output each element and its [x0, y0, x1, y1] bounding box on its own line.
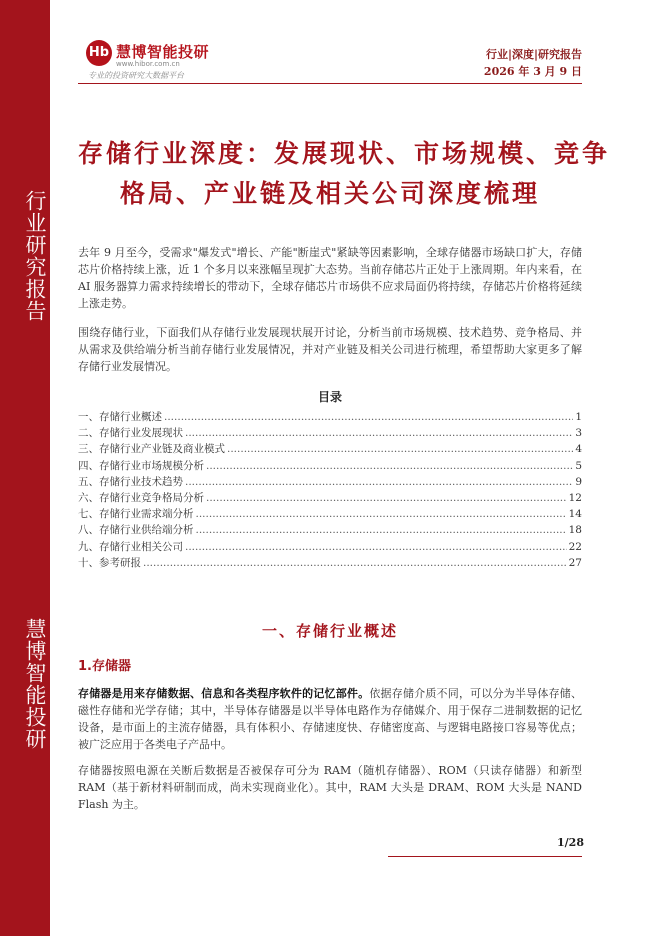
- toc-item[interactable]: [78, 539, 582, 555]
- sidebar-band: [0, 0, 50, 936]
- toc-item-label: 三、存储行业产业链及商业模式: [78, 443, 225, 456]
- toc-item-label: 七、存储行业需求端分析: [78, 508, 194, 521]
- toc-item-page: 1: [575, 411, 582, 423]
- header-divider: [78, 83, 582, 84]
- toc-leader: [196, 524, 567, 536]
- logo-url: www.hibor.com.cn: [116, 60, 180, 68]
- toc-heading: 目录: [317, 390, 342, 404]
- toc-item[interactable]: [78, 409, 582, 425]
- section-heading: 一、存储行业概述: [261, 622, 398, 640]
- toc-item-label: 四、存储行业市场规模分析: [78, 459, 204, 472]
- toc-item[interactable]: [78, 458, 582, 474]
- sidebar-brand: 慧博智能投研: [23, 618, 47, 750]
- toc-leader: [206, 492, 567, 504]
- toc-item-label: 九、存储行业相关公司: [78, 540, 183, 553]
- toc-item-page: 4: [575, 443, 582, 456]
- toc-item-label: 一、存储行业概述: [78, 411, 162, 423]
- hb-logo-icon: Hb: [86, 40, 112, 66]
- toc-item[interactable]: [78, 522, 582, 538]
- logo-name: 慧博智能投研: [116, 43, 210, 61]
- toc-item-page: 3: [575, 427, 582, 440]
- toc-leader: [143, 557, 567, 569]
- toc-item[interactable]: [78, 490, 582, 506]
- toc-leader: [196, 508, 567, 520]
- toc-leader: [164, 411, 573, 423]
- toc-item-page: 9: [575, 475, 582, 488]
- sidebar-report-type: 行业研究报告: [23, 190, 47, 322]
- toc-item-page: 18: [568, 524, 582, 537]
- body-paragraph-1: [78, 685, 582, 753]
- toc-item-page: 14: [568, 508, 582, 521]
- body-paragraph-2: 存储器按照电源在关断后数据是否被保存可分为 RAM（随机存储器）、ROM（只读存储器）和新型 RAM（基于新材料研制而成，尚未实现商业化）。其中，RAM 大头是 DRAM、ROM 大头是 NAND Flash 为主。: [78, 764, 582, 811]
- title-line-1: 存储行业深度：发展现状、市场规模、竞争: [78, 139, 611, 168]
- toc-leader: [206, 460, 573, 472]
- toc-item-label: 二、存储行业发展现状: [78, 427, 183, 440]
- footer-divider: [388, 856, 582, 857]
- header-meta: [484, 46, 582, 80]
- logo-slogan: 专业的投资研究大数据平台: [88, 71, 184, 80]
- toc-item[interactable]: [78, 506, 582, 522]
- report-date: 2026 年 3 月 9 日: [483, 65, 582, 78]
- toc-leader: [185, 541, 567, 553]
- page-number: 1/28: [557, 836, 584, 849]
- toc-item-page: 12: [568, 491, 582, 504]
- toc-item-label: 五、存储行业技术趋势: [78, 475, 183, 488]
- toc-item-page: 22: [568, 540, 582, 553]
- toc-item[interactable]: [78, 555, 582, 571]
- report-category: 行业|深度|研究报告: [485, 48, 582, 61]
- body-paragraph-text: 依据存储介质不同，可以分为半导体存储、磁性存储和光学存储；其中，半导体存储器是以半导体电路作为存储媒介、用于保存二进制数据的记忆设备，是市面上的主流存储器，具有体积小、存储速度快、存储密度高、与逻辑电路接口容易等优点；被广泛应用于各类电子产品中。: [78, 687, 583, 751]
- table-of-contents: [78, 409, 582, 571]
- intro-paragraph-2: 围绕存储行业，下面我们从存储行业发展现状展开讨论，分析当前市场规模、技术趋势、竞争格局、并从需求及供给端分析当前存储行业发展情况，并对产业链及相关公司进行梳理，希望帮助大家更多了解存储行业发展情况。: [78, 326, 582, 373]
- toc-item-label: 八、存储行业供给端分析: [78, 524, 194, 537]
- toc-item-page: 5: [575, 459, 582, 472]
- toc-item[interactable]: [78, 474, 582, 490]
- toc-leader: [185, 476, 573, 488]
- toc-leader: [227, 443, 573, 455]
- toc-item-page: 27: [568, 556, 582, 569]
- toc-item-label: 六、存储行业竞争格局分析: [78, 491, 204, 504]
- intro-paragraph-1: 去年 9 月至今，受需求"爆发式"增长、产能"断崖式"紧缺等因素影响，全球存储器市场缺口扩大，存储芯片价格持续上涨，近 1 个多月以来涨幅呈现扩大态势。当前存储芯片正处于上涨周期。年内来看，在 AI 服务器算力需求持续增长的带动下，全球存储芯片市场供不应求局面仍将持续，存储芯片价格将延续上涨走势。: [78, 246, 582, 310]
- subsection-heading: 1.存储器: [78, 659, 131, 674]
- toc-item-label: 十、参考研报: [78, 556, 141, 569]
- title-line-2: 格局、产业链及相关公司深度梳理: [119, 179, 540, 208]
- toc-item[interactable]: [78, 425, 582, 441]
- report-title: [78, 134, 611, 214]
- toc-leader: [185, 427, 573, 439]
- toc-item[interactable]: [78, 441, 582, 457]
- body-paragraph-lead: 存储器是用来存储数据、信息和各类程序软件的记忆部件。: [78, 687, 370, 700]
